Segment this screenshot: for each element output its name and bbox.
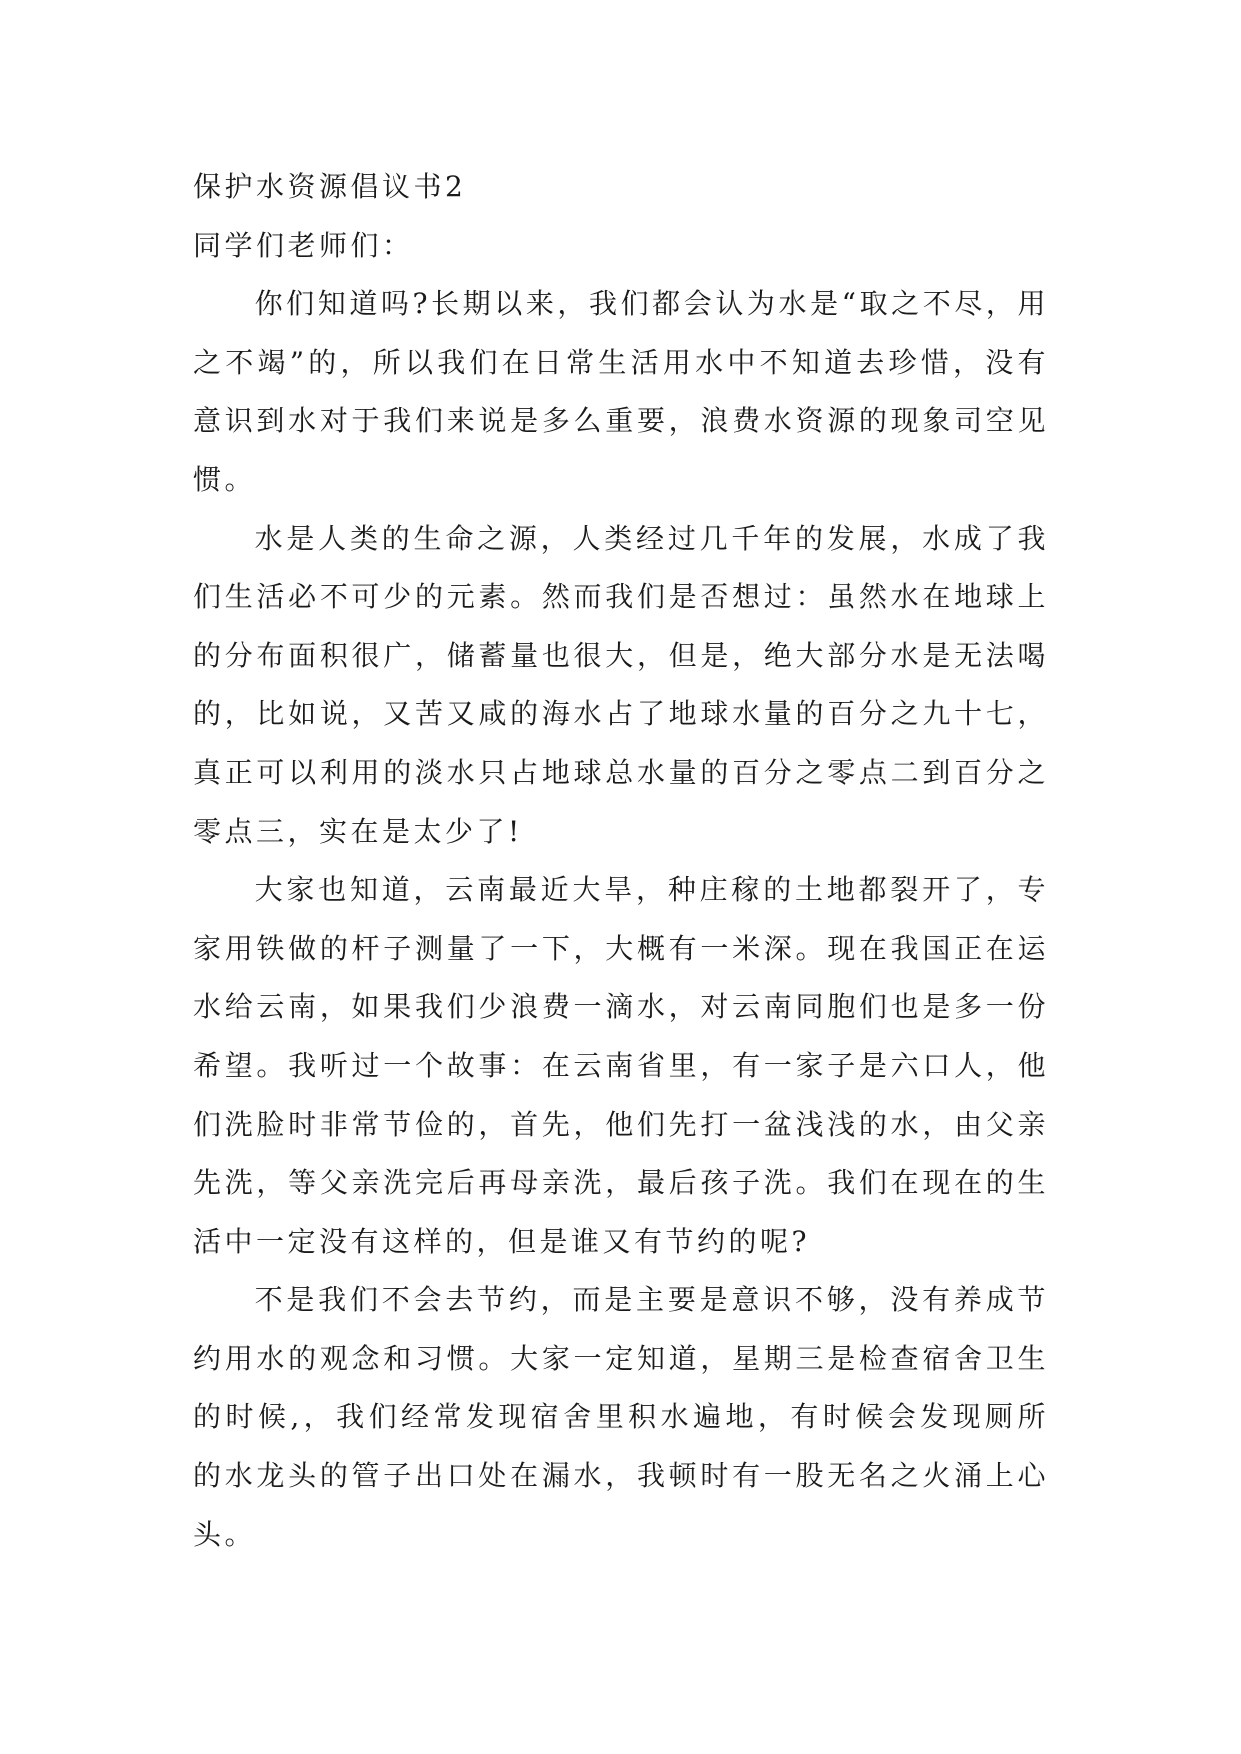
document-body <box>193 158 1049 1564</box>
paragraph-4: 不是我们不会去节约，而是主要是意识不够，没有养成节约用水的观念和习惯。大家一定知道，星期三是检查宿舍卫生的时候,，我们经常发现宿舍里积水遍地，有时候会发现厕所的水龙头的管子出口处在漏水，我顿时有一股无名之火涌上心头。 <box>193 1283 1049 1551</box>
salutation: 同学们老师们： <box>193 228 414 262</box>
paragraph-1: 你们知道吗?长期以来，我们都会认为水是“取之不尽，用之不竭”的，所以我们在日常生活用水中不知道去珍惜，没有意识到水对于我们来说是多么重要，浪费水资源的现象司空见惯。 <box>193 287 1049 496</box>
document-title: 保护水资源倡议书2 <box>193 170 467 203</box>
paragraph-2: 水是人类的生命之源，人类经过几千年的发展，水成了我们生活必不可少的元素。然而我们是否想过：虽然水在地球上的分布面积很广，储蓄量也很大，但是，绝大部分水是无法喝的，比如说，又苦又咸的海水占了地球水量的百分之九十七，真正可以利用的淡水只占地球总水量的百分之零点二到百分之零点三，实在是太少了! <box>193 521 1049 848</box>
paragraph-3: 大家也知道，云南最近大旱，种庄稼的土地都裂开了，专家用铁做的杆子测量了一下，大概有一米深。现在我国正在运水给云南，如果我们少浪费一滴水，对云南同胞们也是多一份希望。我听过一个故事：在云南省里，有一家子是六口人，他们洗脸时非常节俭的，首先，他们先打一盆浅浅的水，由父亲先洗，等父亲洗完后再母亲洗，最后孩子洗。我们在现在的生活中一定没有这样的，但是谁又有节约的呢? <box>193 873 1049 1258</box>
